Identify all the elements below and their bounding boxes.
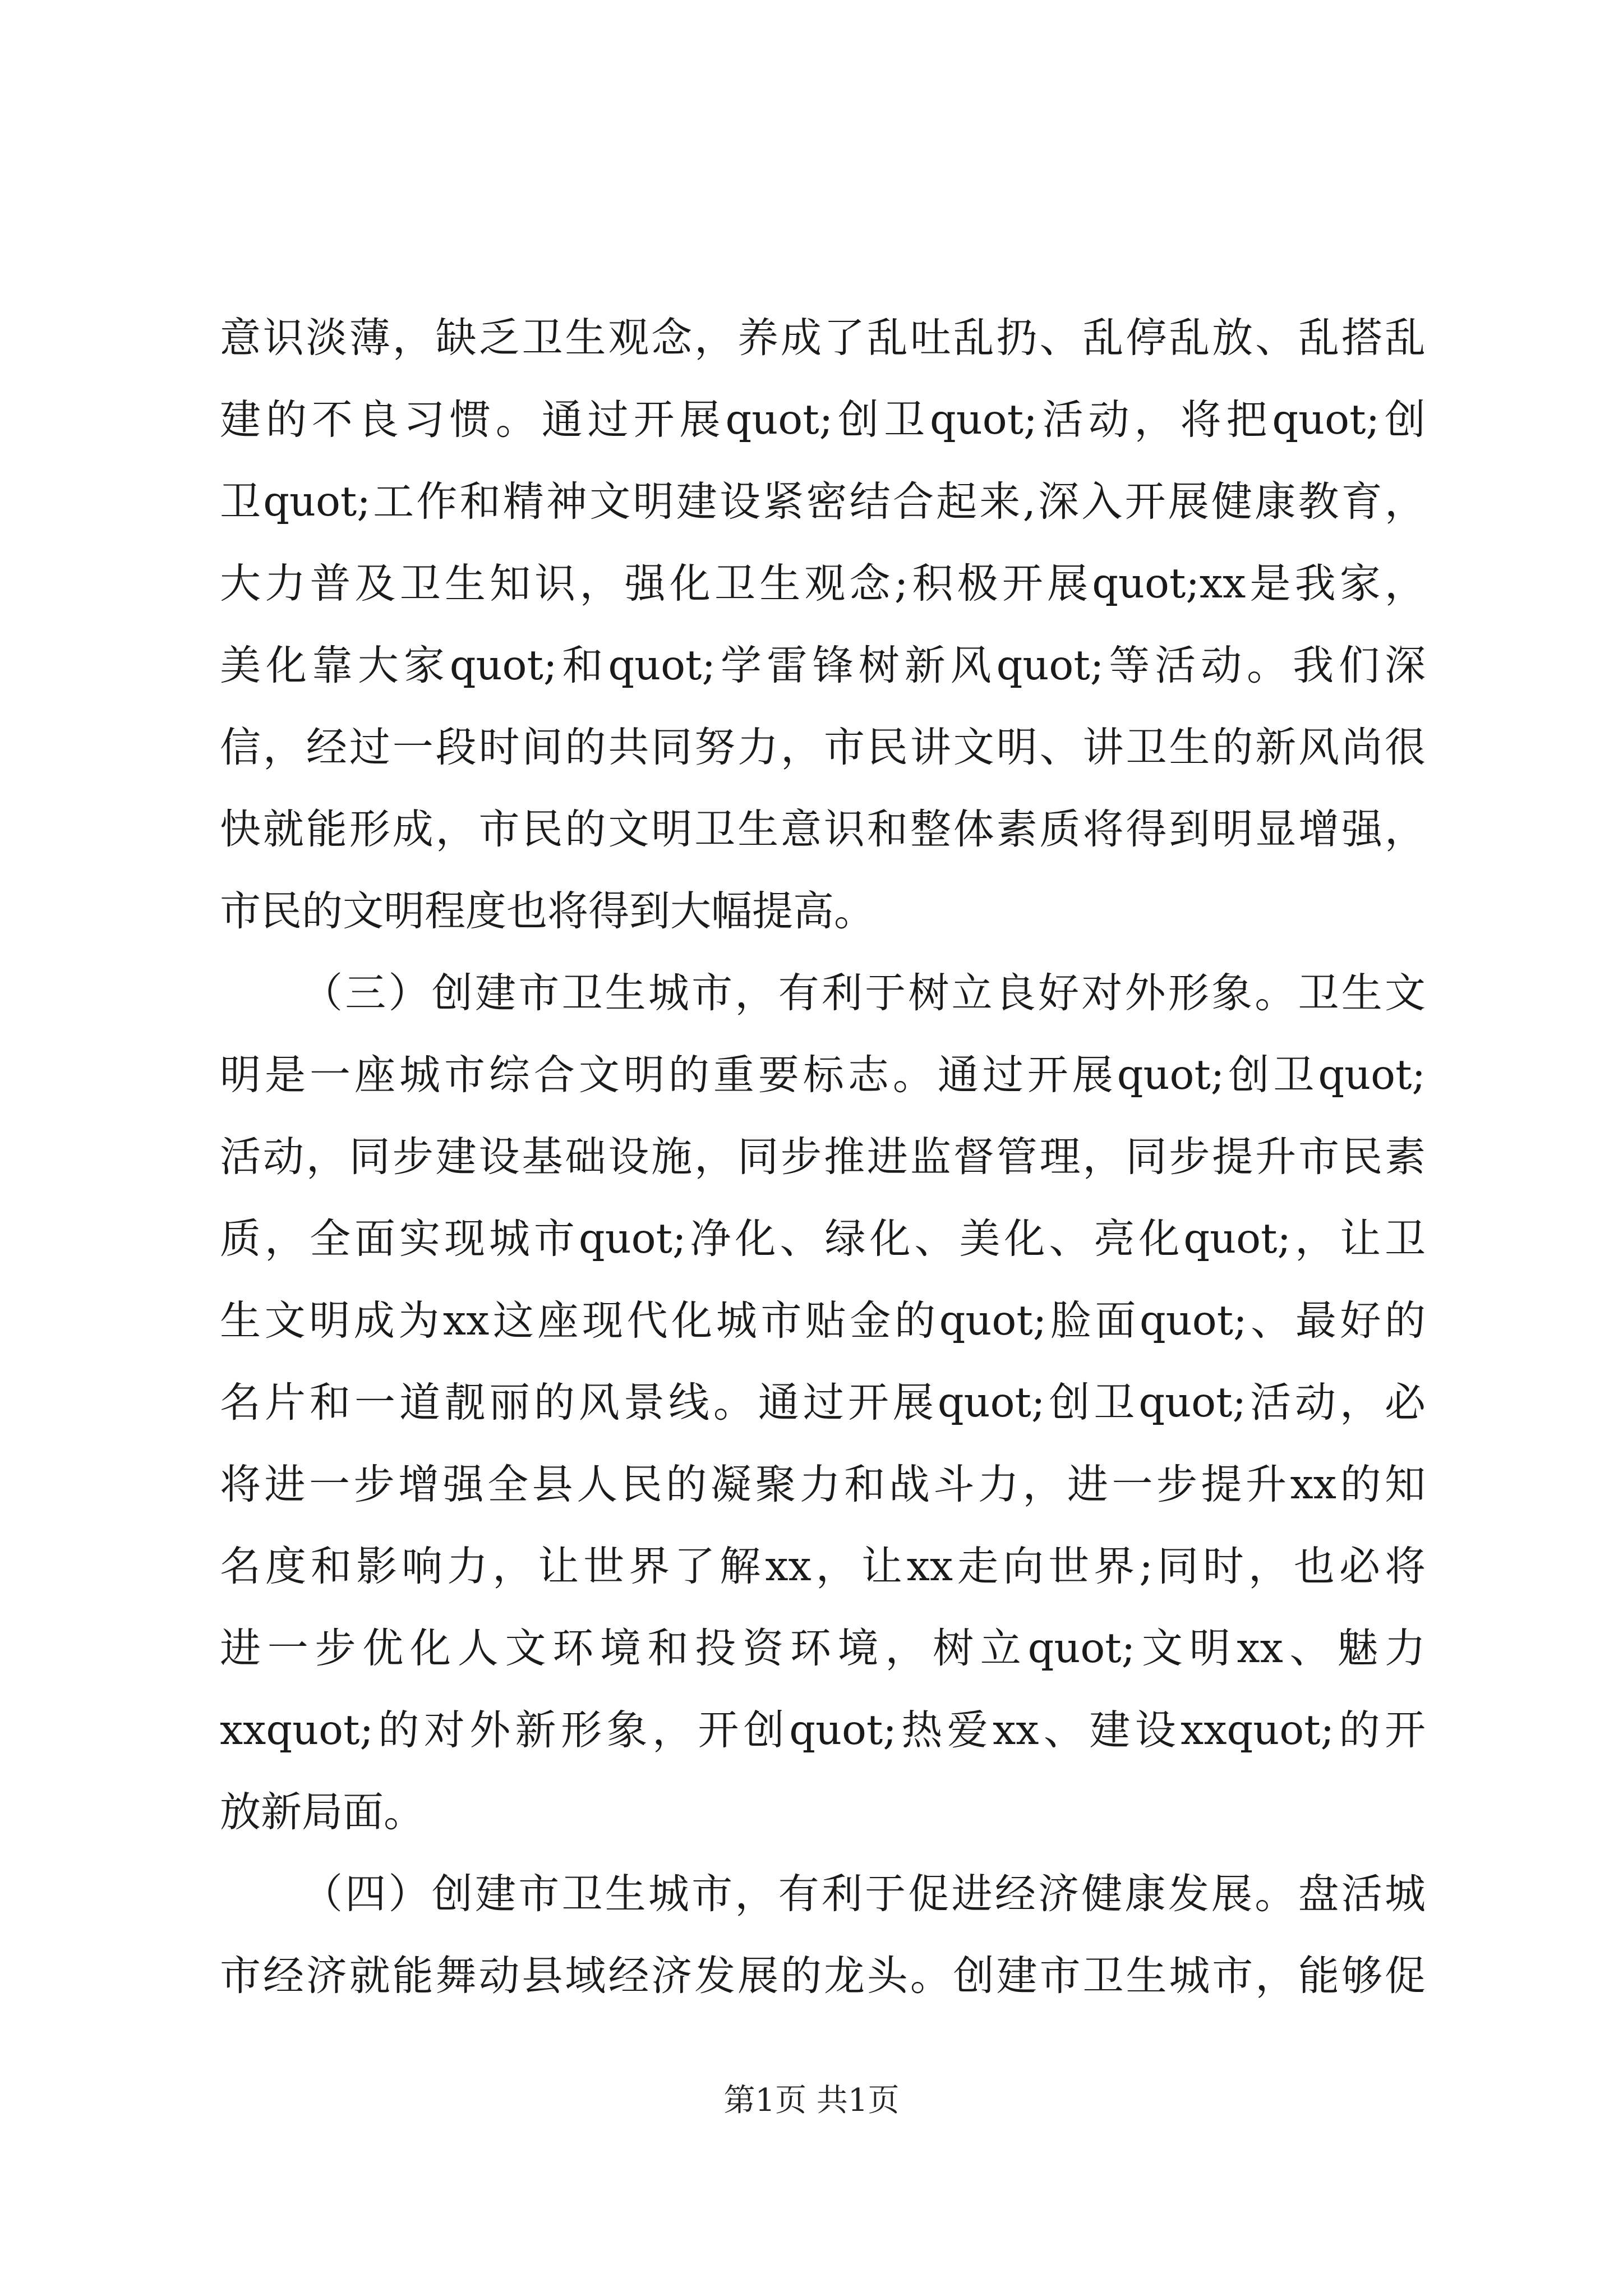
document-body — [220, 297, 1426, 2017]
paragraph-heading-line: （四）创建市卫生城市，有利于促进经济健康发展。盘活城 — [302, 1870, 1426, 1918]
text-line: 卫quot;工作和精神文明建设紧密结合起来,深入开展健康教育， — [220, 478, 1426, 526]
text-line: 将进一步增强全县人民的凝聚力和战斗力，进一步提升xx的知 — [220, 1461, 1426, 1508]
text-line: 名片和一道靓丽的风景线。通过开展quot;创卫quot;活动，必 — [220, 1379, 1426, 1427]
page-footer: 第1页 共1页 — [723, 2082, 900, 2119]
text-line: 质，全面实现城市quot;净化、绿化、美化、亮化quot;，让卫 — [220, 1215, 1426, 1263]
text-line: 市经济就能舞动县域经济发展的龙头。创建市卫生城市，能够促 — [220, 1952, 1426, 2000]
text-line: 大力普及卫生知识，强化卫生观念;积极开展quot;xx是我家， — [220, 560, 1426, 608]
text-line: 快就能形成，市民的文明卫生意识和整体素质将得到明显增强， — [220, 806, 1426, 853]
text-line: 活动，同步建设基础设施，同步推进监督管理，同步提升市民素 — [220, 1133, 1426, 1181]
text-line: 意识淡薄，缺乏卫生观念，养成了乱吐乱扔、乱停乱放、乱搭乱 — [220, 314, 1426, 362]
text-line: 生文明成为xx这座现代化城市贴金的quot;脸面quot;、最好的 — [220, 1297, 1426, 1345]
text-line: 信，经过一段时间的共同努力，市民讲文明、讲卫生的新风尚很 — [220, 724, 1426, 771]
text-line: 建的不良习惯。通过开展quot;创卫quot;活动，将把quot;创 — [220, 396, 1426, 444]
text-line: 进一步优化人文环境和投资环境，树立quot;文明xx、魅力 — [220, 1625, 1426, 1672]
text-line: 明是一座城市综合文明的重要标志。通过开展quot;创卫quot; — [220, 1051, 1426, 1099]
paragraph-heading-line: （三）创建市卫生城市，有利于树立良好对外形象。卫生文 — [302, 969, 1426, 1017]
text-line: 美化靠大家quot;和quot;学雷锋树新风quot;等活动。我们深 — [220, 642, 1426, 689]
text-line: 名度和影响力，让世界了解xx，让xx走向世界;同时，也必将 — [220, 1543, 1426, 1590]
text-line: xxquot;的对外新形象，开创quot;热爱xx、建设xxquot;的开 — [220, 1706, 1426, 1754]
text-line: 市民的文明程度也将得到大幅提高。 — [220, 887, 875, 935]
text-line: 放新局面。 — [220, 1788, 425, 1836]
